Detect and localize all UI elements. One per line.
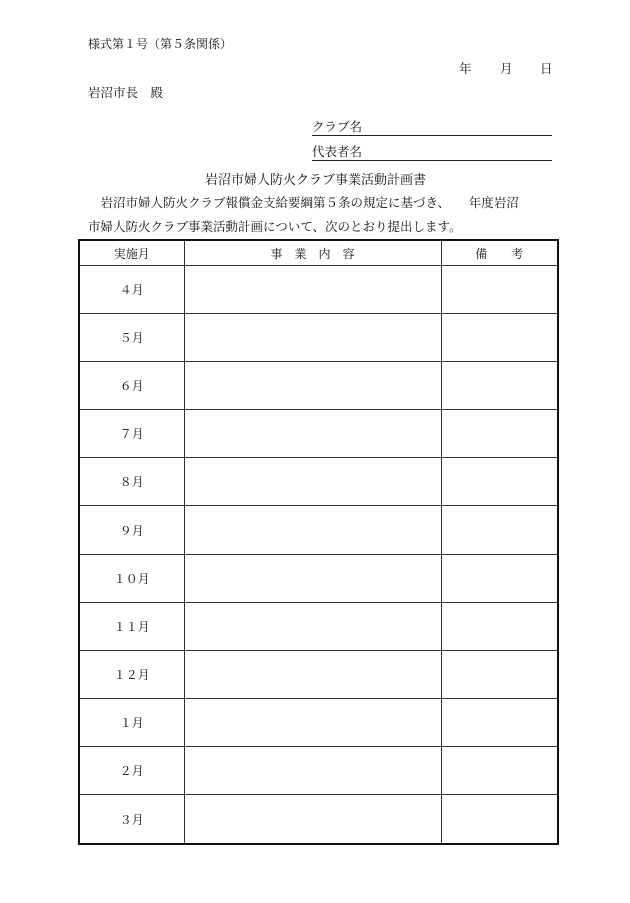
table-row xyxy=(79,698,558,746)
activity-cell[interactable] xyxy=(184,266,441,314)
form-number: 様式第１号（第５条関係） xyxy=(88,37,233,51)
remarks-cell[interactable] xyxy=(441,795,558,844)
activity-cell[interactable] xyxy=(184,506,441,554)
month-cell: １１月 xyxy=(79,602,184,650)
activity-plan-table xyxy=(78,239,559,845)
remarks-cell[interactable] xyxy=(441,746,558,794)
body-text-line-1 xyxy=(88,197,519,210)
activity-cell[interactable] xyxy=(184,458,441,506)
remarks-cell[interactable] xyxy=(441,698,558,746)
remarks-cell[interactable] xyxy=(441,410,558,458)
header-remarks: 備 考 xyxy=(441,240,558,266)
table-row xyxy=(79,506,558,554)
table-row xyxy=(79,795,558,844)
month-cell: ６月 xyxy=(79,362,184,410)
remarks-cell[interactable] xyxy=(441,602,558,650)
table-row xyxy=(79,746,558,794)
remarks-cell[interactable] xyxy=(441,362,558,410)
month-cell: ５月 xyxy=(79,314,184,362)
activity-cell[interactable] xyxy=(184,650,441,698)
month-cell: ４月 xyxy=(79,266,184,314)
activity-cell[interactable] xyxy=(184,362,441,410)
table-row xyxy=(79,602,558,650)
representative-name-field[interactable] xyxy=(312,144,552,161)
month-cell: １月 xyxy=(79,698,184,746)
table-header-row xyxy=(79,240,558,266)
remarks-cell[interactable] xyxy=(441,458,558,506)
header-month: 実施月 xyxy=(79,240,184,266)
table-row xyxy=(79,266,558,314)
body-text-line-2: 市婦人防火クラブ事業活動計画について、次のとおり提出します。 xyxy=(88,219,462,234)
table-row xyxy=(79,650,558,698)
table-row xyxy=(79,362,558,410)
remarks-cell[interactable] xyxy=(441,314,558,362)
remarks-cell[interactable] xyxy=(441,554,558,602)
month-cell: ７月 xyxy=(79,410,184,458)
date-month-label: 月 xyxy=(500,61,513,76)
month-cell: １０月 xyxy=(79,554,184,602)
remarks-cell[interactable] xyxy=(441,506,558,554)
month-cell: １２月 xyxy=(79,650,184,698)
activity-cell[interactable] xyxy=(184,746,441,794)
remarks-cell[interactable] xyxy=(441,266,558,314)
activity-cell[interactable] xyxy=(184,410,441,458)
activity-cell[interactable] xyxy=(184,795,441,844)
activity-cell[interactable] xyxy=(184,602,441,650)
date-year-label: 年 xyxy=(459,61,472,76)
representative-label: 代表者名 xyxy=(312,143,363,159)
activity-cell[interactable] xyxy=(184,698,441,746)
document-title: 岩沼市婦人防火クラブ事業活動計画書 xyxy=(205,173,427,188)
table-row xyxy=(79,410,558,458)
remarks-cell[interactable] xyxy=(441,650,558,698)
activity-cell[interactable] xyxy=(184,554,441,602)
body-text-1: 岩沼市婦人防火クラブ報償金支給要綱第５条の規定に基づき、 年度岩沼 xyxy=(100,195,519,210)
table-row xyxy=(79,314,558,362)
date-day-label: 日 xyxy=(540,61,553,76)
club-name-label: クラブ名 xyxy=(312,118,363,134)
month-cell: ３月 xyxy=(79,795,184,844)
table-row xyxy=(79,458,558,506)
activity-cell[interactable] xyxy=(184,314,441,362)
header-activity: 事 業 内 容 xyxy=(184,240,441,266)
month-cell: ２月 xyxy=(79,746,184,794)
month-cell: ８月 xyxy=(79,458,184,506)
addressee: 岩沼市長 殿 xyxy=(88,85,164,100)
table-row xyxy=(79,554,558,602)
club-name-field[interactable] xyxy=(312,119,552,136)
month-cell: ９月 xyxy=(79,506,184,554)
